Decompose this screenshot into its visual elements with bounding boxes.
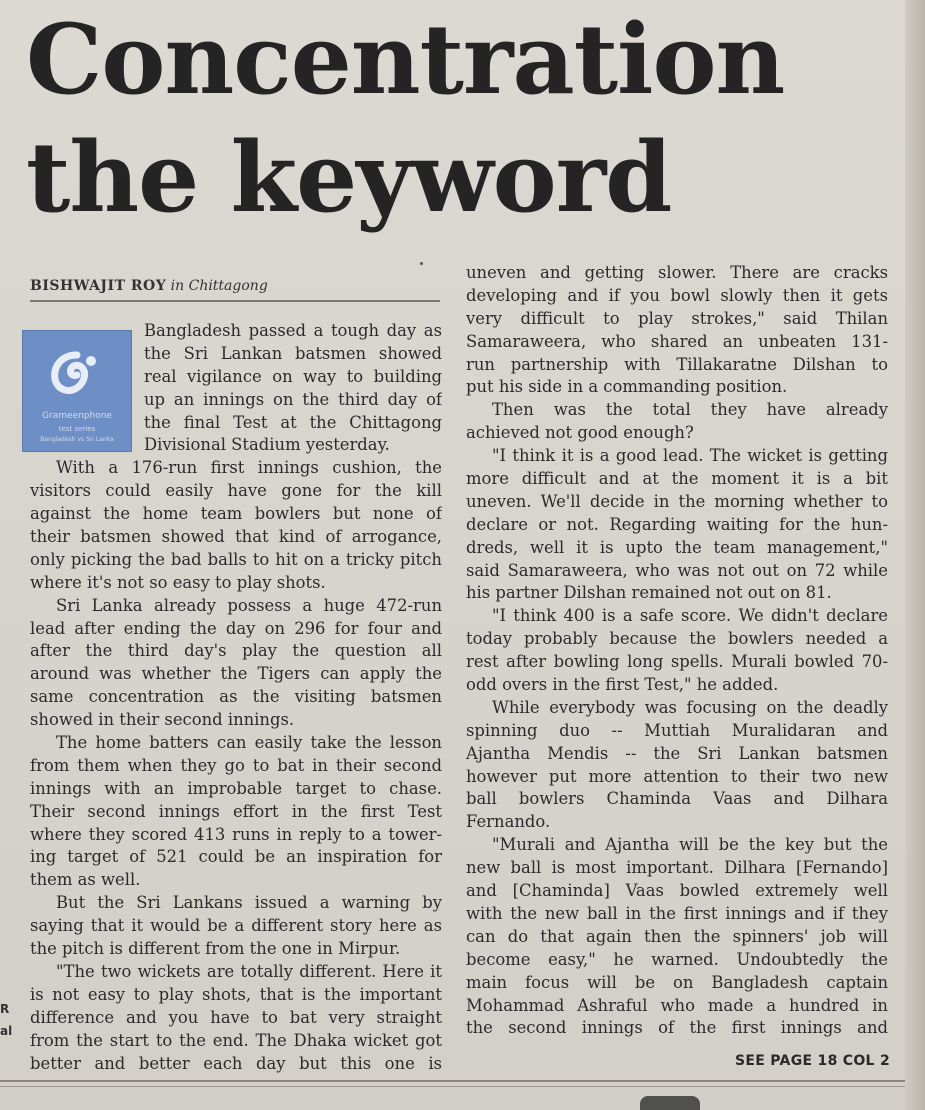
article-line: where it's not so easy to play shots. bbox=[30, 572, 326, 592]
article-line: better and better each day but this one is bbox=[30, 1053, 442, 1073]
article-line: Sri Lanka already possess a huge 472-run bbox=[56, 595, 442, 615]
article-line: "I think it is a good lead. The wicket is getting bbox=[492, 446, 888, 466]
article-line: "The two wickets are totally different. Here it bbox=[56, 961, 442, 981]
article-line: today probably because the bowlers needed a bbox=[466, 629, 888, 649]
article-line: uneven and getting slower. There are cracks bbox=[466, 263, 888, 282]
adjacent-column-fragment: al bbox=[0, 1024, 13, 1038]
article-line: But the Sri Lankans issued a warning by bbox=[56, 893, 442, 913]
article-line: Samaraweera, who shared an unbeaten 131- bbox=[466, 331, 888, 351]
article-line: around was whether the Tigers can apply the bbox=[30, 664, 442, 684]
article-line: more difficult and at the moment it is a bit bbox=[466, 469, 888, 489]
article-line: "Murali and Ajantha will be the key but the bbox=[492, 835, 888, 855]
article-line: from them when they go to bat in their second bbox=[30, 755, 442, 775]
article-line: innings with an improbable target to chase. bbox=[30, 778, 442, 798]
article-line: them as well. bbox=[30, 870, 141, 890]
article-line: Fernando. bbox=[466, 812, 551, 832]
article-line: Then was the total they have already bbox=[492, 400, 888, 420]
bottom-rule-secondary bbox=[0, 1086, 905, 1087]
article-line: saying that it would be a different story here as bbox=[30, 916, 442, 936]
article-line: achieved not good enough? bbox=[466, 423, 694, 443]
article-line: With a 176-run first innings cushion, the bbox=[56, 458, 442, 478]
article-line: showed in their second innings. bbox=[30, 710, 295, 730]
article-line: put his side in a commanding position. bbox=[466, 377, 788, 397]
article-line: from the start to the end. The Dhaka wicket got bbox=[30, 1030, 442, 1050]
page-spine bbox=[905, 0, 925, 1110]
article-line: main focus will be on Bangladesh captain bbox=[466, 972, 888, 992]
article-line: dreds, well it is upto the team management," bbox=[466, 537, 888, 557]
continuation-jump: SEE PAGE 18 COL 2 bbox=[735, 1053, 890, 1069]
logo-text-brand: Grameenphone bbox=[42, 411, 112, 421]
byline-rule bbox=[30, 300, 440, 302]
logo-text-series: test series bbox=[58, 425, 96, 433]
article-line: lead after ending the day on 296 for four and bbox=[30, 618, 442, 638]
article-line: however put more attention to their two new bbox=[466, 766, 888, 786]
article-line: The home batters can easily take the lesson bbox=[56, 733, 442, 753]
print-speck bbox=[420, 262, 423, 265]
article-line: very difficult to play strokes," said Thilan bbox=[466, 308, 888, 328]
article-line: Mohammad Ashraful who made a hundred in bbox=[466, 995, 888, 1015]
article-line: the second innings of the first innings and bbox=[466, 1018, 888, 1038]
article-line: ball bowlers Chaminda Vaas and Dilhara bbox=[466, 789, 888, 809]
article-line: ing target of 521 could be an inspiration for bbox=[30, 847, 442, 867]
article-line: uneven. We'll decide in the morning whether to bbox=[466, 491, 888, 511]
article-line: developing and if you bowl slowly then it gets bbox=[466, 285, 888, 305]
article-line: up an innings on the third day of bbox=[144, 389, 442, 409]
logo-text-teams: Bangladesh vs Sri Lanka bbox=[40, 436, 114, 443]
article-line: after the third day's play the question all bbox=[30, 641, 442, 661]
headline-line-1: Concentration bbox=[26, 3, 785, 116]
article-line: new ball is most important. Dilhara [Fernando] bbox=[466, 858, 888, 878]
article-line: his partner Dilshan remained not out on 81. bbox=[466, 583, 832, 603]
article-line: run partnership with Tillakaratne Dilshan to bbox=[466, 354, 888, 374]
article-line: Divisional Stadium yesterday. bbox=[144, 435, 390, 455]
next-headline-fragment bbox=[640, 1096, 700, 1110]
byline-author: BISHWAJIT ROY bbox=[30, 278, 167, 294]
article-line: with the new ball in the first innings and if they bbox=[466, 903, 888, 923]
article-line: odd overs in the first Test," he added. bbox=[466, 675, 779, 695]
byline bbox=[30, 278, 440, 294]
article-line: "I think 400 is a safe score. We didn't declare bbox=[492, 606, 888, 626]
article-line: can do that again then the spinners' job will bbox=[466, 926, 888, 946]
article-line: declare or not. Regarding waiting for the hun- bbox=[466, 514, 888, 534]
article-line: is not easy to play shots, that is the important bbox=[30, 984, 442, 1004]
article-line: only picking the bad balls to hit on a tricky pitch bbox=[30, 549, 442, 569]
adjacent-column-fragment: R bbox=[0, 1002, 10, 1016]
article-line: the Sri Lankan batsmen showed bbox=[144, 343, 442, 363]
article-line: rest after bowling long spells. Murali bowled 70- bbox=[466, 652, 888, 672]
article-line: difference and you have to bat very straight bbox=[30, 1007, 442, 1027]
article-line: real vigilance on way to building bbox=[144, 366, 442, 386]
byline-location: in Chittagong bbox=[170, 278, 268, 294]
article-line: said Samaraweera, who was not out on 72 while bbox=[466, 560, 888, 580]
article-line: become easy," he warned. Undoubtedly the bbox=[466, 949, 888, 969]
article-line: visitors could easily have gone for the kill bbox=[30, 481, 442, 501]
article-line: the pitch is different from the one in Mirpur. bbox=[30, 939, 401, 959]
article-line: Ajantha Mendis -- the Sri Lankan batsmen bbox=[466, 743, 888, 763]
bottom-rule bbox=[0, 1080, 905, 1082]
article-line: their batsmen showed that kind of arrogance, bbox=[30, 527, 442, 547]
article-line: the final Test at the Chittagong bbox=[144, 412, 442, 432]
article-line: where they scored 413 runs in reply to a tower- bbox=[30, 824, 442, 844]
article-column-2 bbox=[466, 262, 888, 1040]
article-line: and [Chaminda] Vaas bowled extremely well bbox=[466, 881, 888, 901]
article-line: spinning duo -- Muttiah Muralidaran and bbox=[466, 720, 888, 740]
article-line: against the home team bowlers but none of bbox=[30, 504, 442, 524]
article-line: same concentration as the visiting batsmen bbox=[30, 687, 442, 707]
article-column-1 bbox=[30, 320, 442, 1075]
article-line: Bangladesh passed a tough day as bbox=[144, 321, 442, 340]
headline-line-2: the keyword bbox=[26, 121, 672, 234]
article-line: While everybody was focusing on the deadly bbox=[492, 697, 888, 717]
article-line: Their second innings effort in the first Test bbox=[30, 801, 442, 821]
